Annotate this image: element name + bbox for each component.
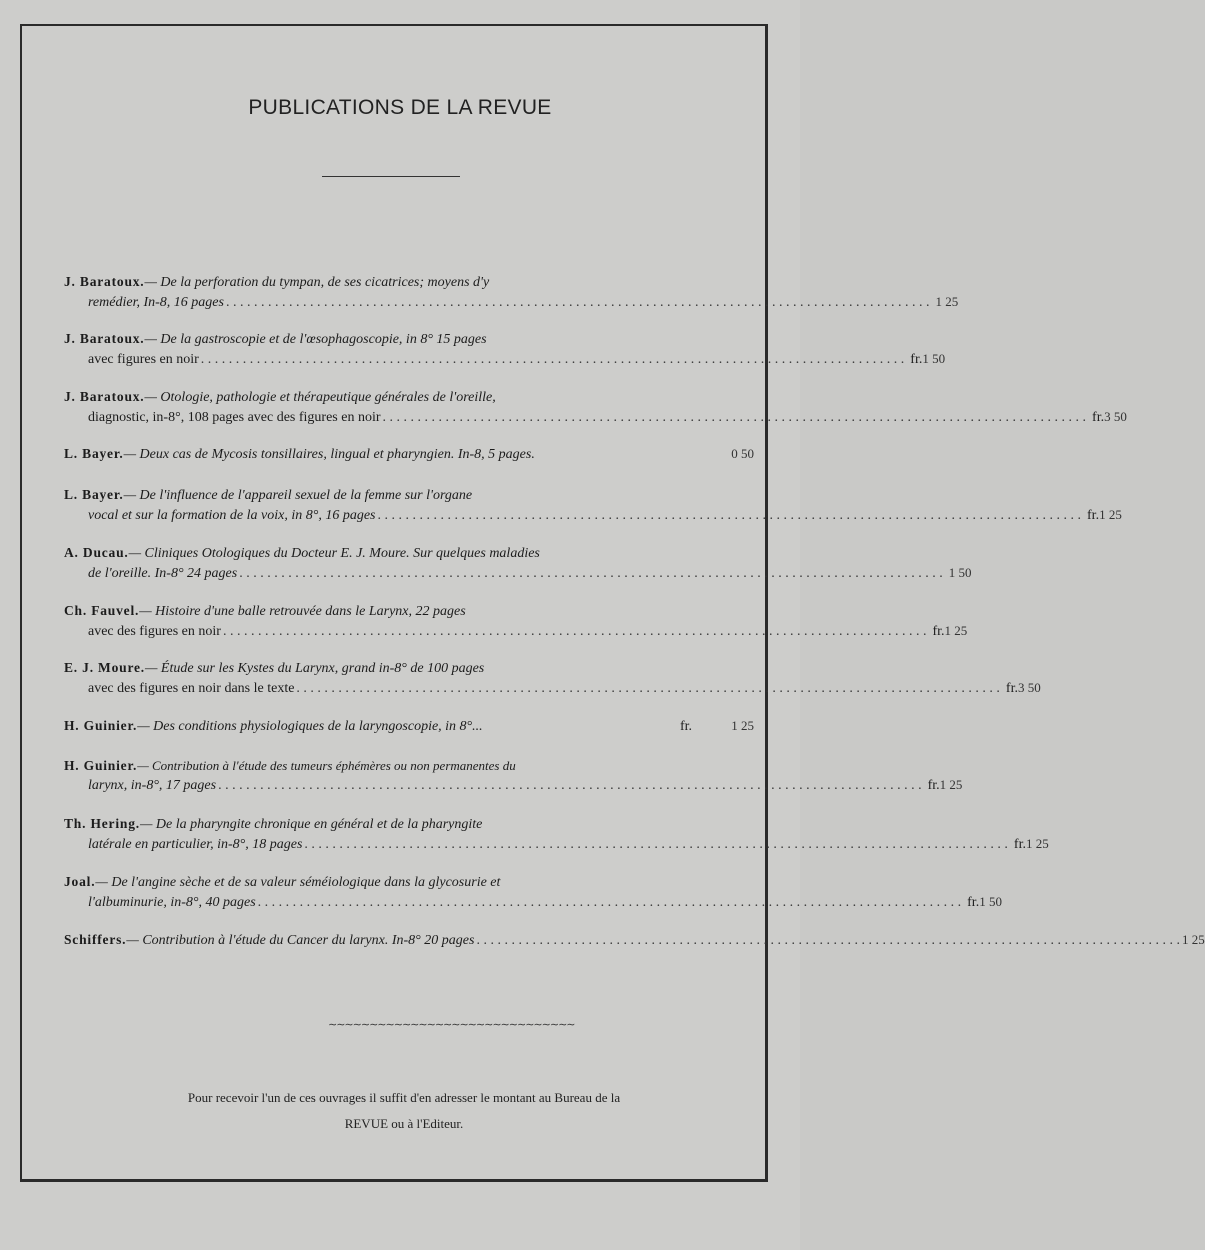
entry-line-1 (64, 716, 754, 736)
entry-currency: fr. (1092, 410, 1105, 425)
publication-entry (64, 543, 972, 583)
entry-title: — Cliniques Otologiques du Docteur E. J. Moure. Sur quelques maladies (128, 546, 540, 561)
entry-line-1 (64, 543, 754, 563)
entry-details: remédier, In-8, 16 pages (88, 295, 224, 310)
entry-line-2 (64, 563, 972, 583)
dot-leader (476, 931, 1180, 950)
entry-line-2 (64, 775, 963, 795)
entry-title: — Histoire d'une balle retrouvée dans le Larynx, 22 pages (139, 604, 466, 619)
entry-price: 0 50 (731, 446, 754, 461)
title-divider (322, 176, 460, 177)
entry-currency: fr. (679, 719, 692, 734)
entry-price: 3 50 (1017, 680, 1041, 695)
entry-currency: fr. (927, 778, 940, 793)
entry-line-1 (64, 930, 1205, 950)
entry-details: avec des figures en noir (88, 624, 221, 639)
footer-line-1: Pour recevoir l'un de ces ouvrages il suffit d'en adresser le montant au Bureau de la (187, 1090, 621, 1105)
publication-entry (64, 272, 959, 312)
entry-price: 1 25 (939, 777, 963, 792)
publication-entry (64, 601, 968, 641)
entry-line-1 (64, 601, 754, 621)
dot-leader (383, 408, 1087, 427)
entry-author: L. Bayer. (64, 487, 124, 502)
entry-title: — Des conditions physiologiques de la laryngoscopie, in 8°... (137, 719, 483, 734)
publication-entry (64, 814, 1049, 854)
publication-entry (64, 329, 946, 369)
page-title: PUBLICATIONS DE LA REVUE (248, 96, 552, 119)
publication-entry (64, 444, 754, 464)
entry-line-1 (64, 872, 754, 892)
entry-author: Th. Hering. (64, 816, 140, 831)
entry-currency: fr. (1013, 837, 1026, 852)
ornamental-divider: ∼∼∼∼∼∼∼∼∼∼∼∼∼∼∼∼∼∼∼∼∼∼∼∼∼∼∼∼∼∼ (328, 1019, 575, 1031)
entry-title: — Contribution à l'étude des tumeurs éphémères ou non permanentes du (137, 758, 516, 773)
entry-currency: fr. (1087, 508, 1100, 523)
entry-author: H. Guinier. (64, 758, 138, 773)
entry-author: Schiffers. (64, 932, 127, 947)
entry-author: J. Baratoux. (64, 331, 145, 346)
entry-line-2 (64, 892, 1002, 912)
entry-author: E. J. Moure. (64, 660, 145, 675)
entry-line-2 (64, 292, 959, 312)
entry-author: J. Baratoux. (64, 274, 145, 289)
dot-leader (258, 893, 962, 912)
publication-entry (64, 485, 1122, 525)
entry-price: 1 25 (731, 718, 754, 733)
entry-details: larynx, in-8°, 17 pages (88, 778, 217, 793)
entry-title: — De la pharyngite chronique en général et de la pharyngite (139, 817, 483, 832)
entry-title: — De l'influence de l'appareil sexuel de la femme sur l'organe (123, 488, 473, 503)
publication-entry (64, 756, 963, 795)
entry-price: 1 50 (979, 894, 1002, 909)
entry-currency: fr. (932, 624, 945, 639)
entry-line-2 (64, 407, 1127, 427)
entry-details: avec des figures en noir dans le texte (88, 681, 295, 696)
entry-title: — Otologie, pathologie et thérapeutique générales de l'oreille, (144, 390, 496, 405)
footer-note (60, 1085, 748, 1137)
entry-title: — De la gastroscopie et de l'œsophagoscopie, in 8° 15 pages (144, 332, 487, 347)
entry-line-1 (64, 658, 754, 678)
dot-leader (223, 622, 927, 641)
entry-line-2 (64, 505, 1122, 525)
entry-author: L. Bayer. (64, 446, 124, 461)
entry-price: 1 25 (944, 623, 968, 638)
entry-details: l'albuminurie, in-8°, 40 pages (88, 895, 256, 910)
entry-author: H. Guinier. (64, 718, 138, 733)
entry-currency: fr. (910, 352, 923, 367)
footer-line-2: REVUE ou à l'Editeur. (344, 1116, 464, 1131)
entry-title: — Contribution à l'étude du Cancer du larynx. In-8° 20 pages (126, 933, 475, 948)
entry-details: vocal et sur la formation de la voix, in 8°, 16 pages (88, 508, 376, 523)
entry-price: 1 25 (1099, 507, 1122, 522)
entry-price: 1 25 (1025, 836, 1049, 851)
entry-price: 1 50 (948, 565, 972, 580)
entry-line-1 (64, 485, 754, 505)
dot-leader (296, 679, 1000, 698)
entry-price: 1 25 (1181, 932, 1205, 947)
entry-line-1 (64, 444, 754, 464)
entry-line-1 (64, 756, 754, 775)
dot-leader (226, 293, 930, 312)
entry-details: avec figures en noir (88, 352, 199, 367)
entry-details: latérale en particulier, in-8°, 18 pages (88, 837, 303, 852)
entry-line-1 (64, 329, 754, 349)
entry-title: — De la perforation du tympan, de ses cicatrices; moyens d'y (144, 275, 490, 290)
dot-leader (201, 350, 905, 369)
entry-title: — Deux cas de Mycosis tonsillaires, lingual et pharyngien. In-8, 5 pages. (123, 447, 535, 462)
dot-leader (304, 835, 1008, 854)
entry-title: — Étude sur les Kystes du Larynx, grand in-8° de 100 pages (144, 661, 485, 676)
entry-author: J. Baratoux. (64, 389, 145, 404)
entry-line-2 (64, 678, 1041, 698)
dot-leader (378, 506, 1082, 525)
entry-line-1 (64, 272, 754, 292)
entry-line-2 (64, 834, 1049, 854)
entry-price: 1 50 (922, 351, 946, 366)
entry-line-1 (64, 814, 754, 834)
entry-details: de l'oreille. In-8° 24 pages (88, 566, 238, 581)
publication-entry (64, 930, 1205, 950)
dot-leader (218, 776, 922, 795)
publication-entry (64, 658, 1041, 698)
entry-line-1 (64, 387, 754, 407)
entry-line-2 (64, 349, 946, 369)
publication-entry (64, 716, 754, 736)
entry-author: A. Ducau. (64, 545, 129, 560)
publication-entry (64, 872, 1002, 912)
entry-title: — De l'angine sèche et de sa valeur séméiologique dans la glycosurie et (95, 875, 501, 890)
entry-currency: fr. (967, 895, 980, 910)
entry-author: Ch. Fauvel. (64, 603, 140, 618)
entry-line-2 (64, 621, 968, 641)
entry-price: 3 50 (1104, 409, 1127, 424)
publication-entry (64, 387, 1127, 427)
entry-currency: fr. (1005, 681, 1018, 696)
entry-price: 1 25 (935, 294, 959, 309)
dot-leader (239, 564, 943, 583)
entry-details: diagnostic, in-8°, 108 pages avec des figures en noir (88, 410, 381, 425)
entry-author: Joal. (64, 874, 96, 889)
